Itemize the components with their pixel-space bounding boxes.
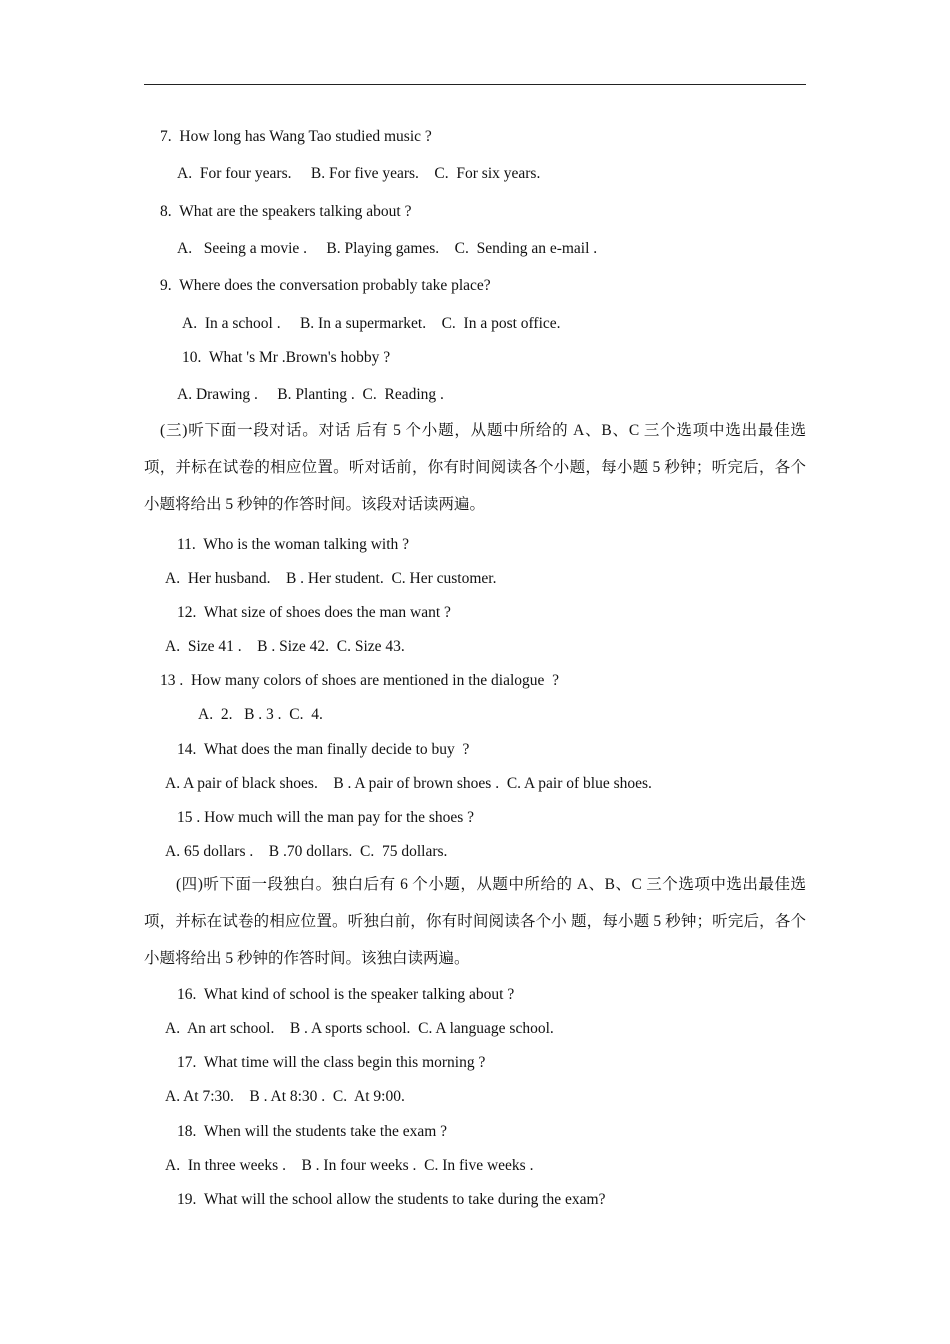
question-16: 16. What kind of school is the speaker talking about ?: [177, 986, 515, 1003]
question-14: 14. What does the man finally decide to buy ?: [177, 741, 470, 758]
question-13-options: A. 2. B . 3 . C. 4.: [198, 706, 323, 723]
question-16-options: A. An art school. B . A sports school. C. A language school.: [165, 1020, 554, 1037]
question-14-options: A. A pair of black shoes. B . A pair of brown shoes . C. A pair of blue shoes.: [165, 775, 652, 792]
part4-instructions-rest: 项，并标在试卷的相应位置。听独白前，你有时间阅读各个小 题，每小题 5 秒钟；听完后，各个小题将给出 5 秒钟的作答时间。该独白读两遍。: [144, 913, 806, 967]
question-8-options: A. Seeing a movie . B. Playing games. C. Sending an e-mail .: [177, 240, 598, 257]
question-13: 13 . How many colors of shoes are mentioned in the dialogue ?: [160, 672, 560, 689]
question-10: 10. What 's Mr .Brown's hobby ?: [182, 349, 391, 366]
question-9-options: A. In a school . B. In a supermarket. C. In a post office.: [182, 315, 561, 332]
question-17-options: A. At 7:30. B . At 8:30 . C. At 9:00.: [165, 1088, 405, 1105]
question-11-options: A. Her husband. B . Her student. C. Her customer.: [165, 570, 497, 587]
question-12-options: A. Size 41 . B . Size 42. C. Size 43.: [165, 638, 405, 655]
question-19: 19. What will the school allow the students to take during the exam?: [177, 1191, 606, 1208]
question-8: 8. What are the speakers talking about ?: [160, 203, 412, 220]
question-17: 17. What time will the class begin this morning ?: [177, 1054, 486, 1071]
part3-instructions-rest: 项，并标在试卷的相应位置。听对话前，你有时间阅读各个小题，每小题 5 秒钟；听完后，各个小题将给出 5 秒钟的作答时间。该段对话读两遍。: [144, 459, 806, 513]
question-15: 15 . How much will the man pay for the shoes ?: [177, 809, 475, 826]
question-11: 11. Who is the woman talking with ?: [177, 536, 410, 553]
question-7: 7. How long has Wang Tao studied music ?: [160, 128, 432, 145]
part4-instructions-line1: (四)听下面一段独白。独白后有 6 个小题，从题中所给的 A、B、C 三个选项中选出最佳选: [176, 876, 806, 893]
question-15-options: A. 65 dollars . B .70 dollars. C. 75 dollars.: [165, 843, 448, 860]
question-18: 18. When will the students take the exam ?: [177, 1123, 448, 1140]
question-7-options: A. For four years. B. For five years. C. For six years.: [177, 165, 541, 182]
question-12: 12. What size of shoes does the man want ?: [177, 604, 451, 621]
question-18-options: A. In three weeks . B . In four weeks . C. In five weeks .: [165, 1157, 534, 1174]
part3-instructions-line1: (三)听下面一段对话。对话 后有 5 个小题，从题中所给的 A、B、C 三个选项中选出最佳选: [160, 422, 806, 439]
question-10-options: A. Drawing . B. Planting . C. Reading .: [177, 386, 444, 403]
header-rule: [144, 84, 806, 85]
question-9: 9. Where does the conversation probably take place?: [160, 277, 491, 294]
